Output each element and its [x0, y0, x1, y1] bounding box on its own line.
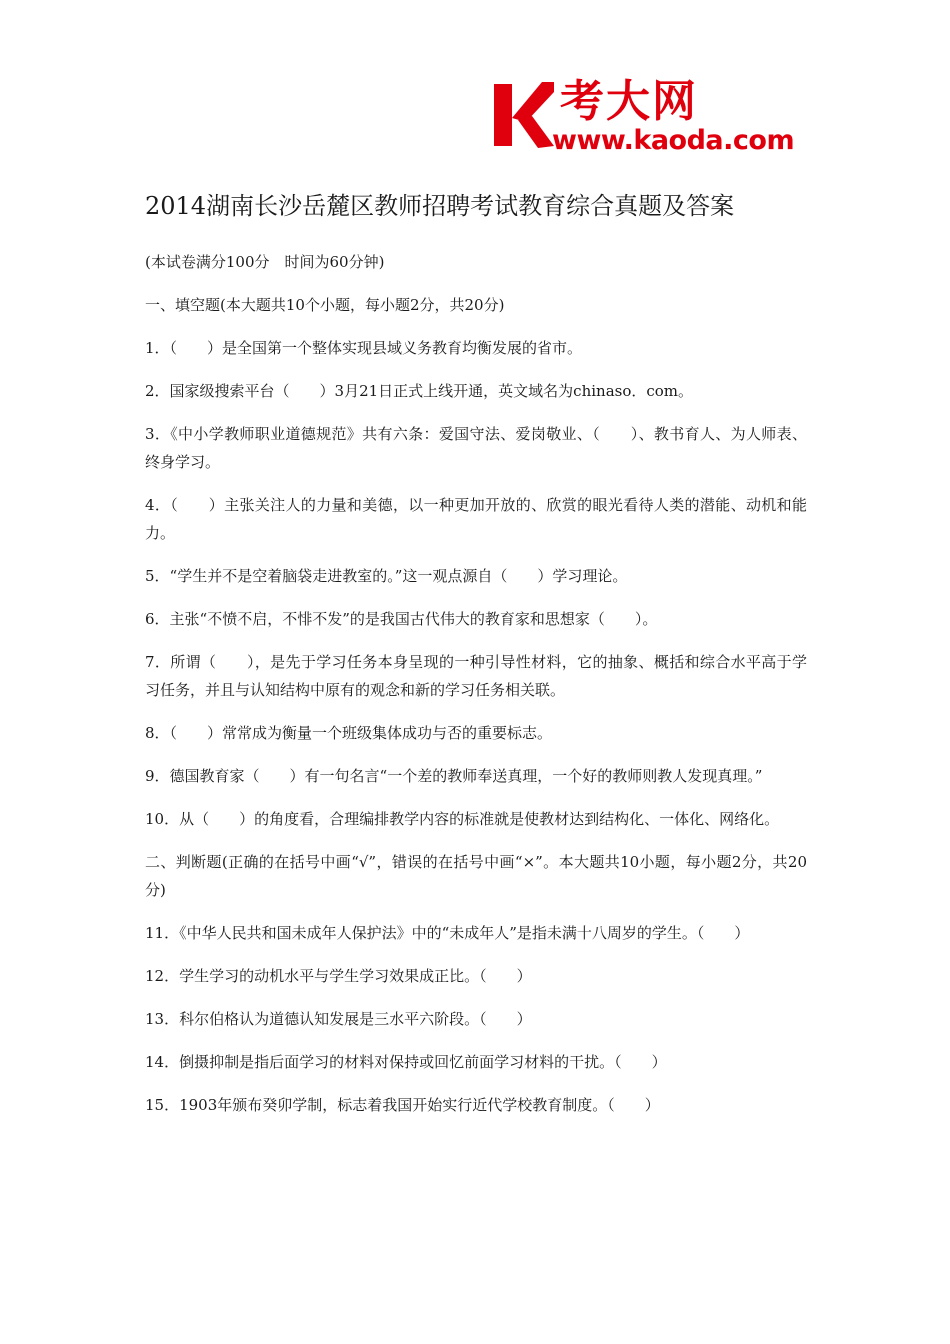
- question-item: 3．《中小学教师职业道德规范》共有六条：爱国守法、爱岗敬业、（ ）、教书育人、为人师表、终身学习。: [145, 425, 807, 471]
- section-heading-true-false: 二、判断题(正确的在括号中画“√”，错误的在括号中画“×”。本大题共10小题，每小题2分，共20分): [145, 853, 807, 899]
- question-item: 15．1903年颁布癸卯学制，标志着我国开始实行近代学校教育制度。（ ）: [145, 1096, 660, 1114]
- question-item: 7．所谓（ ），是先于学习任务本身呈现的一种引导性材料，它的抽象、概括和综合水平高于学习任务，并且与认知结构中原有的观念和新的学习任务相关联。: [145, 653, 807, 699]
- question-item: 4．（ ）主张关注人的力量和美德，以一种更加开放的、欣赏的眼光看待人类的潜能、动机和能力。: [145, 496, 807, 542]
- question-item: 12．学生学习的动机水平与学生学习效果成正比。（ ）: [145, 967, 532, 985]
- k-letter-logo-icon: [492, 80, 554, 150]
- document-body: [145, 248, 807, 1119]
- question-item: 10．从（ ）的角度看，合理编排教学内容的标准就是使教材达到结构化、一体化、网络化。: [145, 810, 780, 828]
- question-item: 13．科尔伯格认为道德认知发展是三水平六阶段。（ ）: [145, 1010, 532, 1028]
- question-item: 9．德国教育家（ ）有一句名言“一个差的教师奉送真理，一个好的教师则教人发现真理。”: [145, 767, 763, 785]
- section-heading-fill-blank: 一、填空题(本大题共10个小题，每小题2分，共20分): [145, 296, 505, 314]
- question-item: 11．《中华人民共和国未成年人保护法》中的“未成年人”是指未满十八周岁的学生。（ ）: [145, 924, 750, 942]
- logo-brand-text: 考大网: [560, 76, 698, 127]
- question-item: 5．“学生并不是空着脑袋走进教室的。”这一观点源自（ ）学习理论。: [145, 567, 628, 585]
- question-item: 2．国家级搜索平台（ ）3月21日正式上线开通，英文域名为chinaso．com。: [145, 382, 694, 400]
- question-item: 8．（ ）常常成为衡量一个班级集体成功与否的重要标志。: [145, 724, 553, 742]
- kaoda-logo[interactable]: [492, 76, 812, 160]
- question-item: 6．主张“不愤不启，不悱不发”的是我国古代伟大的教育家和思想家（ ）。: [145, 610, 658, 628]
- document-title: 2014湖南长沙岳麓区教师招聘考试教育综合真题及答案: [145, 192, 735, 220]
- exam-info: (本试卷满分100分 时间为60分钟): [145, 253, 385, 271]
- logo-url-text: www.kaoda.com: [552, 125, 795, 156]
- question-item: 1．（ ）是全国第一个整体实现县域义务教育均衡发展的省市。: [145, 339, 583, 357]
- question-item: 14．倒摄抑制是指后面学习的材料对保持或回忆前面学习材料的干扰。（ ）: [145, 1053, 667, 1071]
